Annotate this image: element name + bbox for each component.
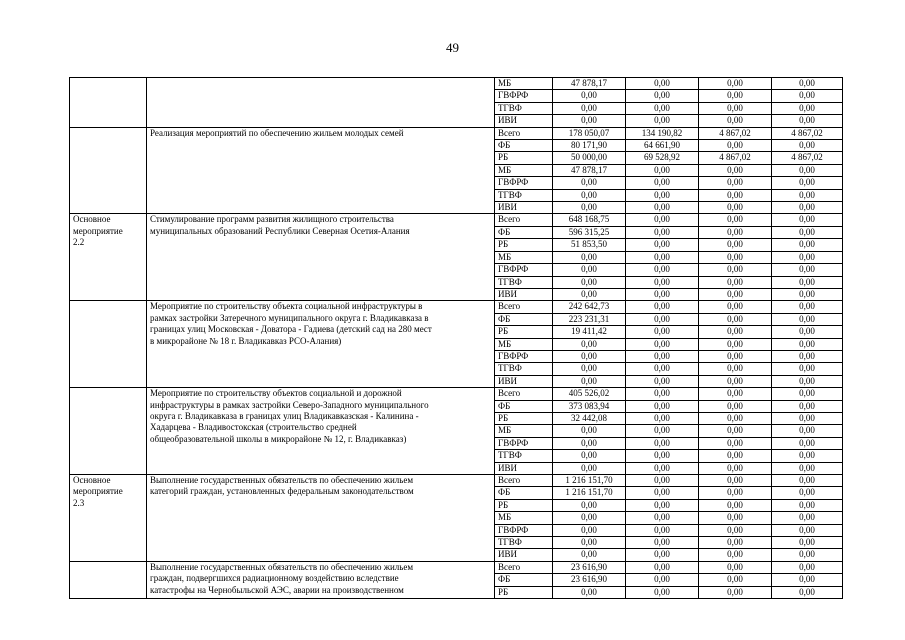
amount-cell: 0,00 xyxy=(772,115,843,127)
stage-line: 2.3 xyxy=(73,497,85,508)
amount-cell: 0,00 xyxy=(553,350,626,362)
amount-cell: 0,00 xyxy=(553,437,626,449)
amount-cell: 64 661,90 xyxy=(626,140,699,152)
amount-cell: 0,00 xyxy=(699,338,772,350)
description-cell xyxy=(147,561,495,598)
amount-cell: 0,00 xyxy=(553,177,626,189)
funding-source-cell: ФБ xyxy=(495,574,553,586)
funding-source-cell: МБ xyxy=(495,512,553,524)
amount-cell: 0,00 xyxy=(699,437,772,449)
amount-cell: 0,00 xyxy=(699,140,772,152)
amount-cell: 0,00 xyxy=(772,350,843,362)
stage-line: Основное xyxy=(73,475,111,485)
stage-cell xyxy=(70,388,147,475)
amount-cell: 0,00 xyxy=(626,214,699,226)
description-line: Выполнение государственных обязательств по обеспечению жильем xyxy=(150,475,414,485)
amount-cell: 0,00 xyxy=(699,301,772,313)
amount-cell: 69 528,92 xyxy=(626,152,699,164)
amount-cell: 0,00 xyxy=(553,537,626,549)
funding-source-cell: МБ xyxy=(495,425,553,437)
amount-cell: 0,00 xyxy=(626,251,699,263)
amount-cell: 0,00 xyxy=(699,450,772,462)
amount-cell: 0,00 xyxy=(699,537,772,549)
amount-cell: 0,00 xyxy=(553,524,626,536)
description-line: границах улиц Московская - Доватора - Гадиева (детский сад на 280 мест xyxy=(150,324,432,335)
amount-cell: 0,00 xyxy=(699,202,772,214)
amount-cell: 0,00 xyxy=(772,537,843,549)
description-line: Мероприятие по строительству объекта социальной инфраструктуры в xyxy=(150,301,423,312)
amount-cell: 23 616,90 xyxy=(553,574,626,586)
stage-cell xyxy=(70,214,147,301)
amount-cell: 0,00 xyxy=(699,412,772,424)
table-row xyxy=(70,388,843,400)
stage-line: мероприятие xyxy=(73,225,123,236)
amount-cell: 0,00 xyxy=(772,78,843,90)
amount-cell: 0,00 xyxy=(626,425,699,437)
amount-cell: 1 216 151,70 xyxy=(553,475,626,487)
amount-cell: 0,00 xyxy=(772,102,843,114)
amount-cell: 4 867,02 xyxy=(772,152,843,164)
funding-source-cell: РБ xyxy=(495,326,553,338)
amount-cell: 0,00 xyxy=(772,549,843,561)
amount-cell: 0,00 xyxy=(772,375,843,387)
amount-cell: 0,00 xyxy=(553,264,626,276)
table-row xyxy=(70,475,843,487)
amount-cell: 0,00 xyxy=(626,499,699,511)
funding-source-cell: Всего xyxy=(495,561,553,573)
amount-cell: 0,00 xyxy=(626,363,699,375)
amount-cell: 4 867,02 xyxy=(699,152,772,164)
amount-cell: 0,00 xyxy=(553,450,626,462)
amount-cell: 51 853,50 xyxy=(553,239,626,251)
amount-cell: 50 000,00 xyxy=(553,152,626,164)
amount-cell: 0,00 xyxy=(553,375,626,387)
funding-source-cell: ИВИ xyxy=(495,288,553,300)
funding-source-cell: ФБ xyxy=(495,140,553,152)
description-line: в микрорайоне № 18 г. Владикавказ РСО-Алания) xyxy=(150,335,342,346)
amount-cell: 405 526,02 xyxy=(553,388,626,400)
description-cell xyxy=(147,475,495,562)
amount-cell: 0,00 xyxy=(772,301,843,313)
amount-cell: 0,00 xyxy=(553,115,626,127)
description-line: муниципальных образований Республики Северная Осетия-Алания xyxy=(150,225,410,236)
funding-source-cell: ТГВФ xyxy=(495,537,553,549)
amount-cell: 0,00 xyxy=(553,90,626,102)
amount-cell: 0,00 xyxy=(553,499,626,511)
amount-cell: 1 216 151,70 xyxy=(553,487,626,499)
amount-cell: 0,00 xyxy=(772,226,843,238)
funding-source-cell: ГВФРФ xyxy=(495,264,553,276)
table-row xyxy=(70,301,843,313)
funding-source-cell: РБ xyxy=(495,412,553,424)
amount-cell: 0,00 xyxy=(626,226,699,238)
amount-cell: 0,00 xyxy=(626,90,699,102)
amount-cell: 0,00 xyxy=(626,301,699,313)
stage-cell xyxy=(70,78,147,128)
amount-cell: 47 878,17 xyxy=(553,164,626,176)
amount-cell: 596 315,25 xyxy=(553,226,626,238)
stage-cell xyxy=(70,561,147,598)
amount-cell: 0,00 xyxy=(699,350,772,362)
amount-cell: 0,00 xyxy=(772,363,843,375)
funding-source-cell: РБ xyxy=(495,239,553,251)
amount-cell: 0,00 xyxy=(772,475,843,487)
amount-cell: 134 190,82 xyxy=(626,127,699,139)
amount-cell: 0,00 xyxy=(699,115,772,127)
amount-cell: 0,00 xyxy=(626,586,699,598)
amount-cell: 0,00 xyxy=(553,586,626,598)
amount-cell: 0,00 xyxy=(772,512,843,524)
amount-cell: 0,00 xyxy=(553,338,626,350)
amount-cell: 0,00 xyxy=(626,388,699,400)
amount-cell: 0,00 xyxy=(626,313,699,325)
amount-cell: 0,00 xyxy=(699,326,772,338)
description-cell xyxy=(147,127,495,214)
amount-cell: 223 231,31 xyxy=(553,313,626,325)
funding-source-cell: Всего xyxy=(495,127,553,139)
amount-cell: 0,00 xyxy=(772,462,843,474)
amount-cell: 648 168,75 xyxy=(553,214,626,226)
amount-cell: 0,00 xyxy=(699,164,772,176)
funding-source-cell: ИВИ xyxy=(495,375,553,387)
page-number: 49 xyxy=(446,40,459,55)
description-line: катастрофы на Чернобыльской АЭС, аварии на производственном xyxy=(150,584,404,595)
amount-cell: 0,00 xyxy=(772,561,843,573)
amount-cell: 0,00 xyxy=(553,363,626,375)
description-line: Мероприятие по строительству объектов социальной и дорожной xyxy=(150,388,402,399)
funding-source-cell: ИВИ xyxy=(495,202,553,214)
amount-cell: 0,00 xyxy=(772,251,843,263)
funding-source-cell: ГВФРФ xyxy=(495,177,553,189)
amount-cell: 0,00 xyxy=(626,462,699,474)
amount-cell: 0,00 xyxy=(626,350,699,362)
amount-cell: 0,00 xyxy=(699,549,772,561)
stage-cell xyxy=(70,475,147,562)
amount-cell: 0,00 xyxy=(699,189,772,201)
amount-cell: 0,00 xyxy=(626,239,699,251)
funding-source-cell: ИВИ xyxy=(495,462,553,474)
amount-cell: 0,00 xyxy=(626,115,699,127)
funding-source-cell: ИВИ xyxy=(495,115,553,127)
amount-cell: 0,00 xyxy=(699,214,772,226)
amount-cell: 0,00 xyxy=(626,202,699,214)
amount-cell: 0,00 xyxy=(699,78,772,90)
amount-cell: 0,00 xyxy=(699,425,772,437)
funding-source-cell: ИВИ xyxy=(495,549,553,561)
description-line: Хадарцева - Владивостокская (строительство средней xyxy=(150,422,357,433)
amount-cell: 0,00 xyxy=(772,338,843,350)
amount-cell: 19 411,42 xyxy=(553,326,626,338)
description-line: Реализация мероприятий по обеспечению жильем молодых семей xyxy=(150,127,404,138)
amount-cell: 0,00 xyxy=(626,574,699,586)
amount-cell: 0,00 xyxy=(699,524,772,536)
amount-cell: 0,00 xyxy=(772,524,843,536)
description-line: рамках застройки Затеречного муниципального округа г. Владикавказа в xyxy=(150,312,429,323)
amount-cell: 0,00 xyxy=(699,90,772,102)
amount-cell: 0,00 xyxy=(626,177,699,189)
amount-cell: 0,00 xyxy=(772,388,843,400)
amount-cell: 0,00 xyxy=(699,177,772,189)
stage-line: 2.2 xyxy=(73,237,85,248)
amount-cell: 0,00 xyxy=(626,450,699,462)
amount-cell: 0,00 xyxy=(772,450,843,462)
funding-source-cell: ФБ xyxy=(495,313,553,325)
amount-cell: 0,00 xyxy=(699,388,772,400)
amount-cell: 0,00 xyxy=(772,202,843,214)
amount-cell: 0,00 xyxy=(699,264,772,276)
amount-cell: 0,00 xyxy=(553,251,626,263)
amount-cell: 373 083,94 xyxy=(553,400,626,412)
amount-cell: 0,00 xyxy=(626,264,699,276)
amount-cell: 0,00 xyxy=(553,425,626,437)
amount-cell: 0,00 xyxy=(699,251,772,263)
description-cell xyxy=(147,214,495,301)
amount-cell: 0,00 xyxy=(772,239,843,251)
funding-source-cell: ФБ xyxy=(495,400,553,412)
stage-cell xyxy=(70,301,147,388)
description-line: инфраструктуры в рамках застройки Северо-Западного муниципального xyxy=(150,399,429,410)
amount-cell: 47 878,17 xyxy=(553,78,626,90)
amount-cell: 0,00 xyxy=(553,288,626,300)
table-row xyxy=(70,214,843,226)
amount-cell: 0,00 xyxy=(699,288,772,300)
funding-source-cell: РБ xyxy=(495,499,553,511)
amount-cell: 0,00 xyxy=(626,412,699,424)
amount-cell: 0,00 xyxy=(626,487,699,499)
amount-cell: 0,00 xyxy=(699,487,772,499)
description-cell xyxy=(147,388,495,475)
amount-cell: 0,00 xyxy=(626,512,699,524)
amount-cell: 4 867,02 xyxy=(699,127,772,139)
amount-cell: 0,00 xyxy=(626,537,699,549)
amount-cell: 0,00 xyxy=(626,326,699,338)
amount-cell: 0,00 xyxy=(626,189,699,201)
amount-cell: 0,00 xyxy=(626,400,699,412)
description-line: общеобразовательной школы в микрорайоне № 12, г. Владикавказ) xyxy=(150,433,407,444)
funding-source-cell: ГВФРФ xyxy=(495,350,553,362)
description-line: категорий граждан, установленных федеральным законодательством xyxy=(150,486,414,497)
description-cell xyxy=(147,78,495,128)
amount-cell: 0,00 xyxy=(699,239,772,251)
amount-cell: 0,00 xyxy=(772,140,843,152)
amount-cell: 0,00 xyxy=(772,276,843,288)
amount-cell: 0,00 xyxy=(699,226,772,238)
stage-cell xyxy=(70,127,147,214)
amount-cell: 0,00 xyxy=(772,412,843,424)
funding-source-cell: ГВФРФ xyxy=(495,524,553,536)
funding-source-cell: Всего xyxy=(495,475,553,487)
amount-cell: 0,00 xyxy=(626,375,699,387)
funding-source-cell: МБ xyxy=(495,251,553,263)
description-line: Стимулирование программ развития жилищного строительства xyxy=(150,214,394,225)
description-line: граждан, подвергшихся радиационному воздействию вследствие xyxy=(150,573,399,584)
amount-cell: 32 442,08 xyxy=(553,412,626,424)
stage-line: мероприятие xyxy=(73,486,123,497)
amount-cell: 0,00 xyxy=(553,102,626,114)
funding-source-cell: МБ xyxy=(495,164,553,176)
funding-source-cell: ФБ xyxy=(495,226,553,238)
amount-cell: 0,00 xyxy=(772,437,843,449)
amount-cell: 0,00 xyxy=(699,499,772,511)
amount-cell: 0,00 xyxy=(553,512,626,524)
amount-cell: 0,00 xyxy=(699,561,772,573)
funding-source-cell: МБ xyxy=(495,338,553,350)
amount-cell: 0,00 xyxy=(699,375,772,387)
amount-cell: 0,00 xyxy=(626,561,699,573)
amount-cell: 0,00 xyxy=(699,363,772,375)
amount-cell: 0,00 xyxy=(699,276,772,288)
amount-cell: 0,00 xyxy=(626,164,699,176)
funding-source-cell: РБ xyxy=(495,586,553,598)
amount-cell: 0,00 xyxy=(772,586,843,598)
amount-cell: 0,00 xyxy=(699,102,772,114)
amount-cell: 0,00 xyxy=(626,549,699,561)
amount-cell: 0,00 xyxy=(553,462,626,474)
funding-source-cell: ТГВФ xyxy=(495,189,553,201)
funding-source-cell: Всего xyxy=(495,214,553,226)
amount-cell: 4 867,02 xyxy=(772,127,843,139)
amount-cell: 0,00 xyxy=(772,400,843,412)
amount-cell: 0,00 xyxy=(553,276,626,288)
amount-cell: 0,00 xyxy=(699,313,772,325)
funding-source-cell: ТГВФ xyxy=(495,363,553,375)
amount-cell: 0,00 xyxy=(772,214,843,226)
amount-cell: 0,00 xyxy=(772,177,843,189)
amount-cell: 0,00 xyxy=(772,326,843,338)
amount-cell: 0,00 xyxy=(772,90,843,102)
description-line: округа г. Владикавказа в границах улиц Владикавказская - Калинина - xyxy=(150,410,419,421)
amount-cell: 178 050,07 xyxy=(553,127,626,139)
amount-cell: 23 616,90 xyxy=(553,561,626,573)
amount-cell: 0,00 xyxy=(772,425,843,437)
amount-cell: 0,00 xyxy=(626,524,699,536)
funding-source-cell: ТГВФ xyxy=(495,276,553,288)
amount-cell: 80 171,90 xyxy=(553,140,626,152)
funding-source-cell: ФБ xyxy=(495,487,553,499)
amount-cell: 0,00 xyxy=(553,202,626,214)
description-cell xyxy=(147,301,495,388)
amount-cell: 0,00 xyxy=(699,475,772,487)
financing-table xyxy=(69,77,843,599)
amount-cell: 0,00 xyxy=(772,264,843,276)
amount-cell: 0,00 xyxy=(553,549,626,561)
amount-cell: 242 642,73 xyxy=(553,301,626,313)
funding-source-cell: ТГВФ xyxy=(495,450,553,462)
amount-cell: 0,00 xyxy=(699,586,772,598)
amount-cell: 0,00 xyxy=(699,574,772,586)
funding-source-cell: Всего xyxy=(495,388,553,400)
amount-cell: 0,00 xyxy=(699,400,772,412)
amount-cell: 0,00 xyxy=(699,512,772,524)
amount-cell: 0,00 xyxy=(626,475,699,487)
funding-source-cell: ГВФРФ xyxy=(495,90,553,102)
amount-cell: 0,00 xyxy=(772,499,843,511)
amount-cell: 0,00 xyxy=(553,189,626,201)
amount-cell: 0,00 xyxy=(626,288,699,300)
amount-cell: 0,00 xyxy=(772,288,843,300)
amount-cell: 0,00 xyxy=(772,164,843,176)
table-row xyxy=(70,127,843,139)
funding-source-cell: ГВФРФ xyxy=(495,437,553,449)
amount-cell: 0,00 xyxy=(772,313,843,325)
table-row xyxy=(70,561,843,573)
amount-cell: 0,00 xyxy=(626,102,699,114)
funding-source-cell: МБ xyxy=(495,78,553,90)
amount-cell: 0,00 xyxy=(772,189,843,201)
amount-cell: 0,00 xyxy=(699,462,772,474)
funding-source-cell: РБ xyxy=(495,152,553,164)
description-line: Выполнение государственных обязательств по обеспечению жильем xyxy=(150,561,414,572)
amount-cell: 0,00 xyxy=(626,276,699,288)
table-row xyxy=(70,78,843,90)
funding-source-cell: Всего xyxy=(495,301,553,313)
funding-source-cell: ТГВФ xyxy=(495,102,553,114)
amount-cell: 0,00 xyxy=(772,574,843,586)
amount-cell: 0,00 xyxy=(626,437,699,449)
amount-cell: 0,00 xyxy=(626,78,699,90)
amount-cell: 0,00 xyxy=(772,487,843,499)
amount-cell: 0,00 xyxy=(626,338,699,350)
stage-line: Основное xyxy=(73,214,111,225)
